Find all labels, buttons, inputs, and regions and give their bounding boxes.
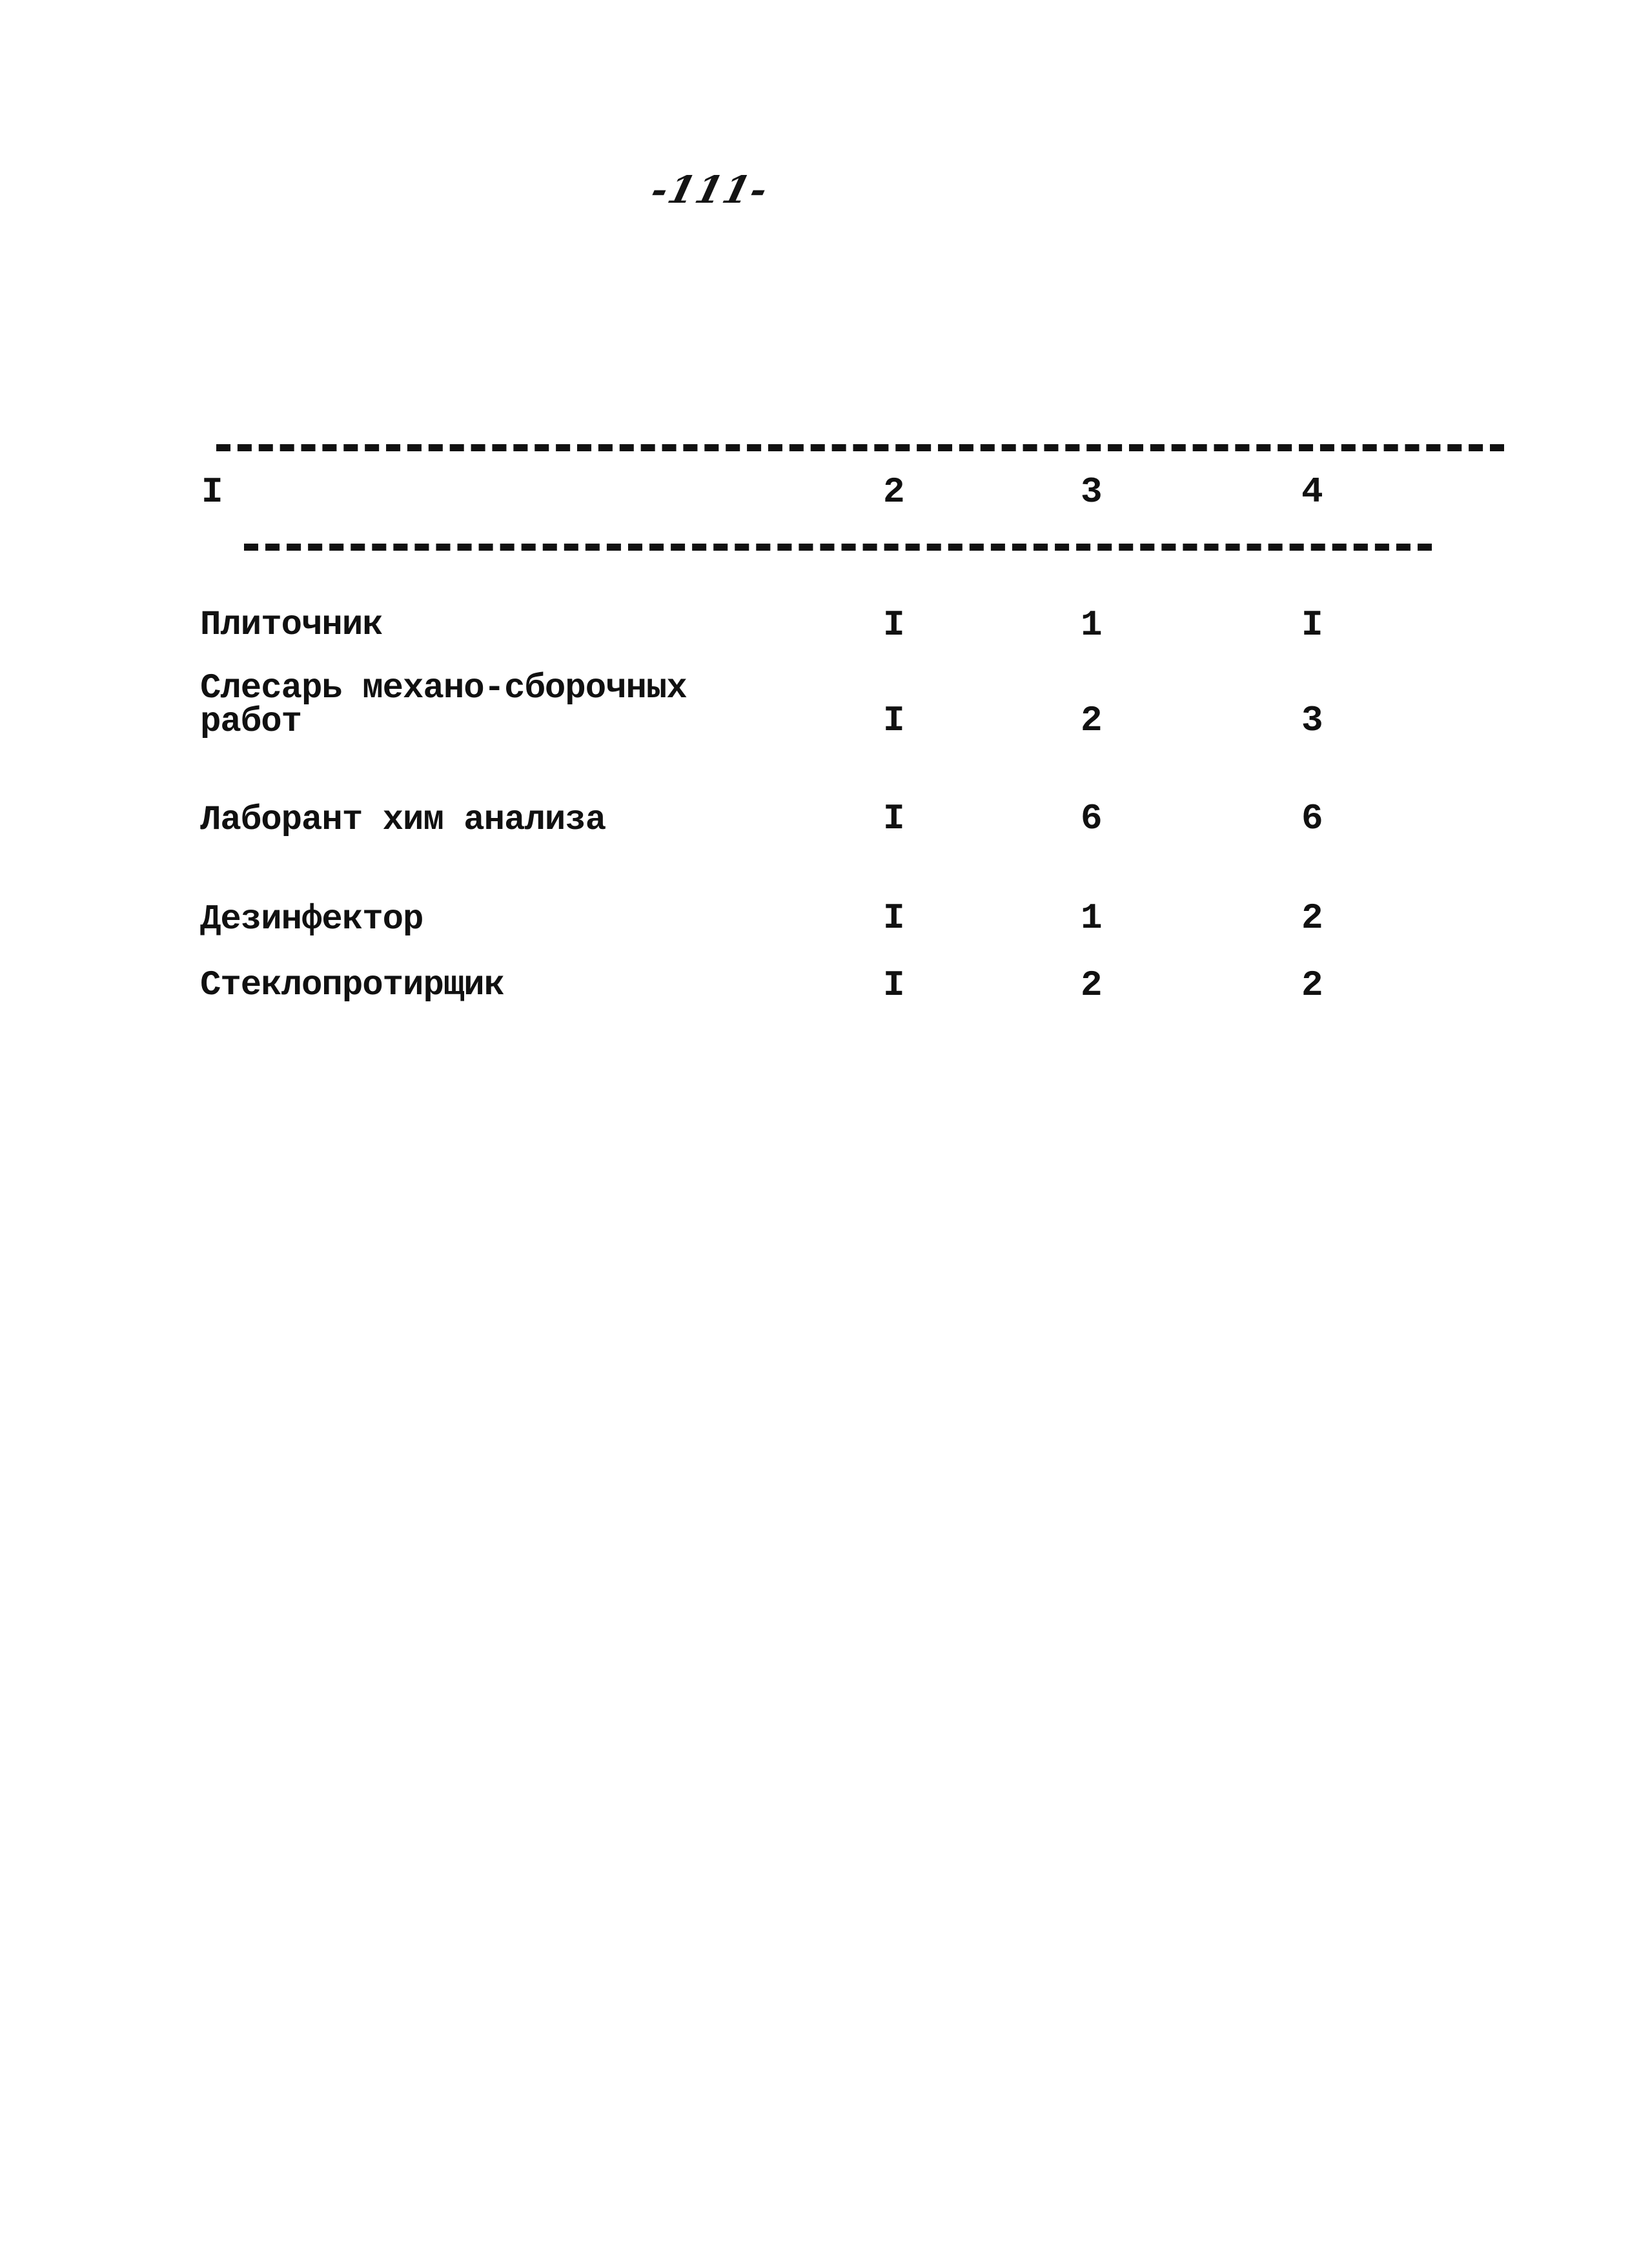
row-label-line-1: Слесарь механо-сборочных [200,669,687,708]
row-label-line-2: работ [200,702,302,742]
row-value-col-2: I [883,798,905,839]
row-value-col-4: 2 [1301,965,1323,1006]
row-value-col-4: 6 [1301,798,1323,839]
row-value-col-4: I [1301,604,1323,646]
row-value-col-4: 3 [1301,700,1323,741]
row-value-col-4: 2 [1301,897,1323,939]
header-col-2: 2 [883,471,905,513]
header-col-4: 4 [1301,471,1323,513]
table-top-rule [216,444,1504,451]
header-col-1: I [201,471,223,513]
header-col-3: 3 [1081,471,1103,513]
row-label: Лаборант хим анализа [200,801,606,840]
row-label: Стеклопротирщик [200,966,505,1005]
row-value-col-3: 2 [1081,700,1103,741]
row-value-col-3: 1 [1081,604,1103,646]
row-label: Плиточник [200,606,383,645]
row-label: Дезинфектор [200,900,423,939]
row-value-col-3: 1 [1081,897,1103,939]
page-number: -111- [646,168,773,212]
row-value-col-2: I [883,604,905,646]
row-value-col-2: I [883,700,905,741]
row-value-col-3: 6 [1081,798,1103,839]
row-value-col-2: I [883,965,905,1006]
table-header-rule [244,544,1432,551]
row-value-col-2: I [883,897,905,939]
row-value-col-3: 2 [1081,965,1103,1006]
